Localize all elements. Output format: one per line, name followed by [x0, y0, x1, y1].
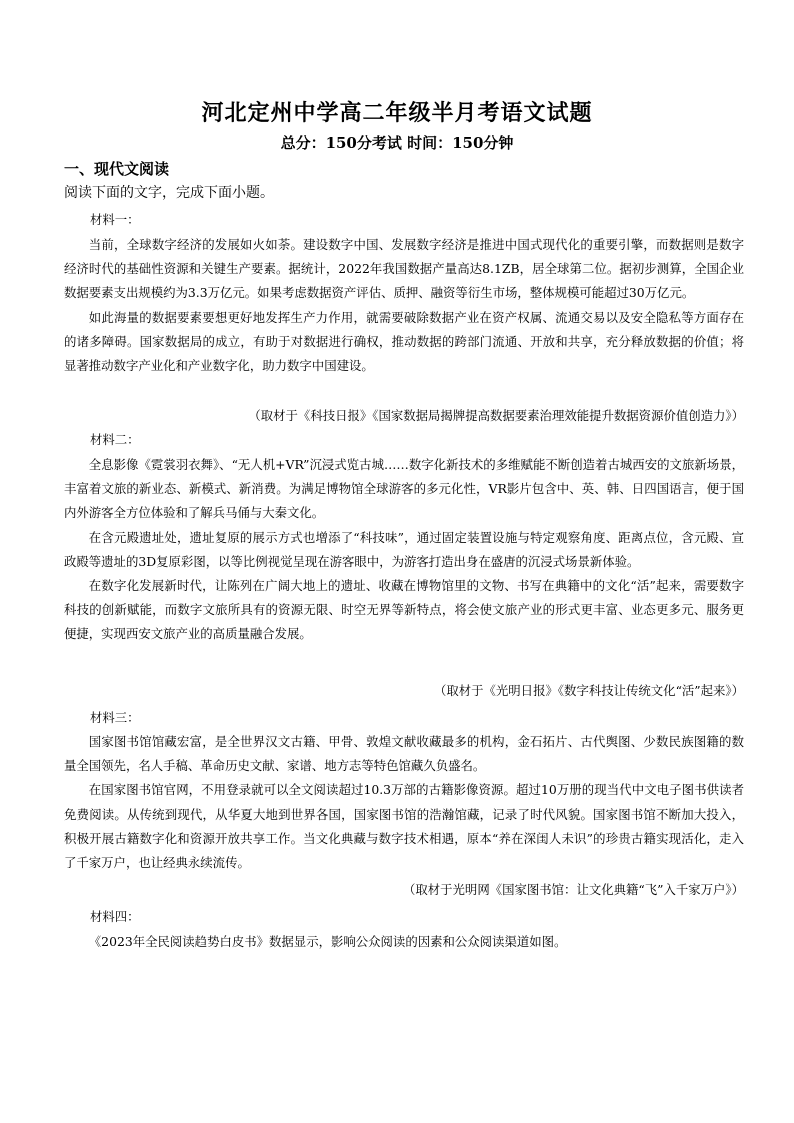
material-1-paragraph: 当前，全球数字经济的发展如火如荼。建设数字中国、发展数字经济是推进中国式现代化的重要引擎，而数据则是数字经济时代的基础性资源和关键生产要素。据统计，2022年我国数据产量高达8.1ZB，居全球第二位。据初步测算，全国企业数据要素支出规模约为3.3万亿元。如果考虑数据资产评估、质押、融资等衍生市场，整体规模可能超过30万亿元。 — [64, 237, 744, 301]
material-3-source: （取材于光明网《国家图书馆：让文化典籍“飞”入千家万户》） — [402, 882, 744, 897]
page-title: 河北定州中学高二年级半月考语文试题 — [201, 100, 593, 126]
section-instruction: 阅读下面的文字，完成下面小题。 — [64, 185, 274, 201]
material-3-body — [64, 730, 744, 875]
material-2-paragraph: 在含元殿遗址处，遗址复原的展示方式也增添了“科技味”，通过固定装置设施与特定观察角度、距离点位，含元殿、宣政殿等遗址的3D复原彩图，以等比例视觉呈现在游客眼中，为游客打造出身在盛唐的沉浸式场景新体验。 — [64, 529, 744, 569]
section-heading: 一、现代文阅读 — [64, 160, 170, 178]
material-3-paragraph: 国家图书馆馆藏宏富，是全世界汉文古籍、甲骨、敦煌文献收藏最多的机构，金石拓片、古代舆图、少数民族图籍的数量全国领先，名人手稿、革命历史文献、家谱、地方志等特色馆藏久负盛名。 — [64, 734, 744, 774]
material-3-label: 材料三： — [90, 710, 140, 725]
material-2-label: 材料二： — [90, 432, 140, 447]
material-4-label: 材料四： — [90, 909, 140, 924]
material-2-source: （取材于《光明日报》《数字科技让传统文化“活”起来》） — [433, 683, 744, 698]
exam-info: 总分：150分考试 时间：150分钟 — [280, 134, 514, 152]
material-1-paragraph: 如此海量的数据要素要想更好地发挥生产力作用，就需要破除数据产业在资产权属、流通交易以及安全隐私等方面存在的诸多障碍。国家数据局的成立，有助于对数据进行确权，推动数据的跨部门流通、开放和共享，充分释放数据的价值；将显著推动数字产业化和产业数字化，助力数字中国建设。 — [64, 309, 744, 374]
material-1-label: 材料一： — [90, 212, 140, 227]
material-3-paragraph: 在国家图书馆官网，不用登录就可以全文阅读超过10.3万部的古籍影像资源。超过10万册的现当代中文电子图书供读者免费阅读。从传统到现代，从华夏大地到世界各国，国家图书馆的浩瀚馆藏，记录了时代风貌。国家图书馆不断加大投入，积极开展古籍数字化和资源开放共享工作。当文化典藏与数字技术相遇，原本“养在深闺人未识”的珍贵古籍实现活化，走入了千家万户，也让经典永续流传。 — [64, 782, 744, 871]
material-4-body — [64, 930, 744, 954]
material-4-paragraph: 《2023年全民阅读趋势白皮书》数据显示，影响公众阅读的因素和公众阅读渠道如图。 — [88, 934, 567, 949]
material-2-paragraph: 在数字化发展新时代，让陈列在广阔大地上的遗址、收藏在博物馆里的文物、书写在典籍中的文化“活”起来，需要数字科技的创新赋能，而数字文旅所具有的资源无限、时空无界等新特点，将会使文旅产业的形式更丰富、业态更多元、服务更便捷，实现西安文旅产业的高质量融合发展。 — [64, 578, 744, 642]
material-2-paragraph: 全息影像《霓裳羽衣舞》、“无人机+VR”沉浸式览古城……数字化新技术的多维赋能不断创造着古城西安的文旅新场景，丰富着文旅的新业态、新模式、新消费。为满足博物馆全球游客的多元化性，VR影片包含中、英、韩、日四国语言，便于国内外游客全方位体验和了解兵马俑与大秦文化。 — [64, 457, 744, 521]
material-2-body — [64, 453, 744, 647]
material-1-body — [64, 233, 744, 378]
material-1-source: （取材于《科技日报》《国家数据局揭牌提高数据要素治理效能提升数据资源价值创造力》） — [248, 408, 744, 423]
